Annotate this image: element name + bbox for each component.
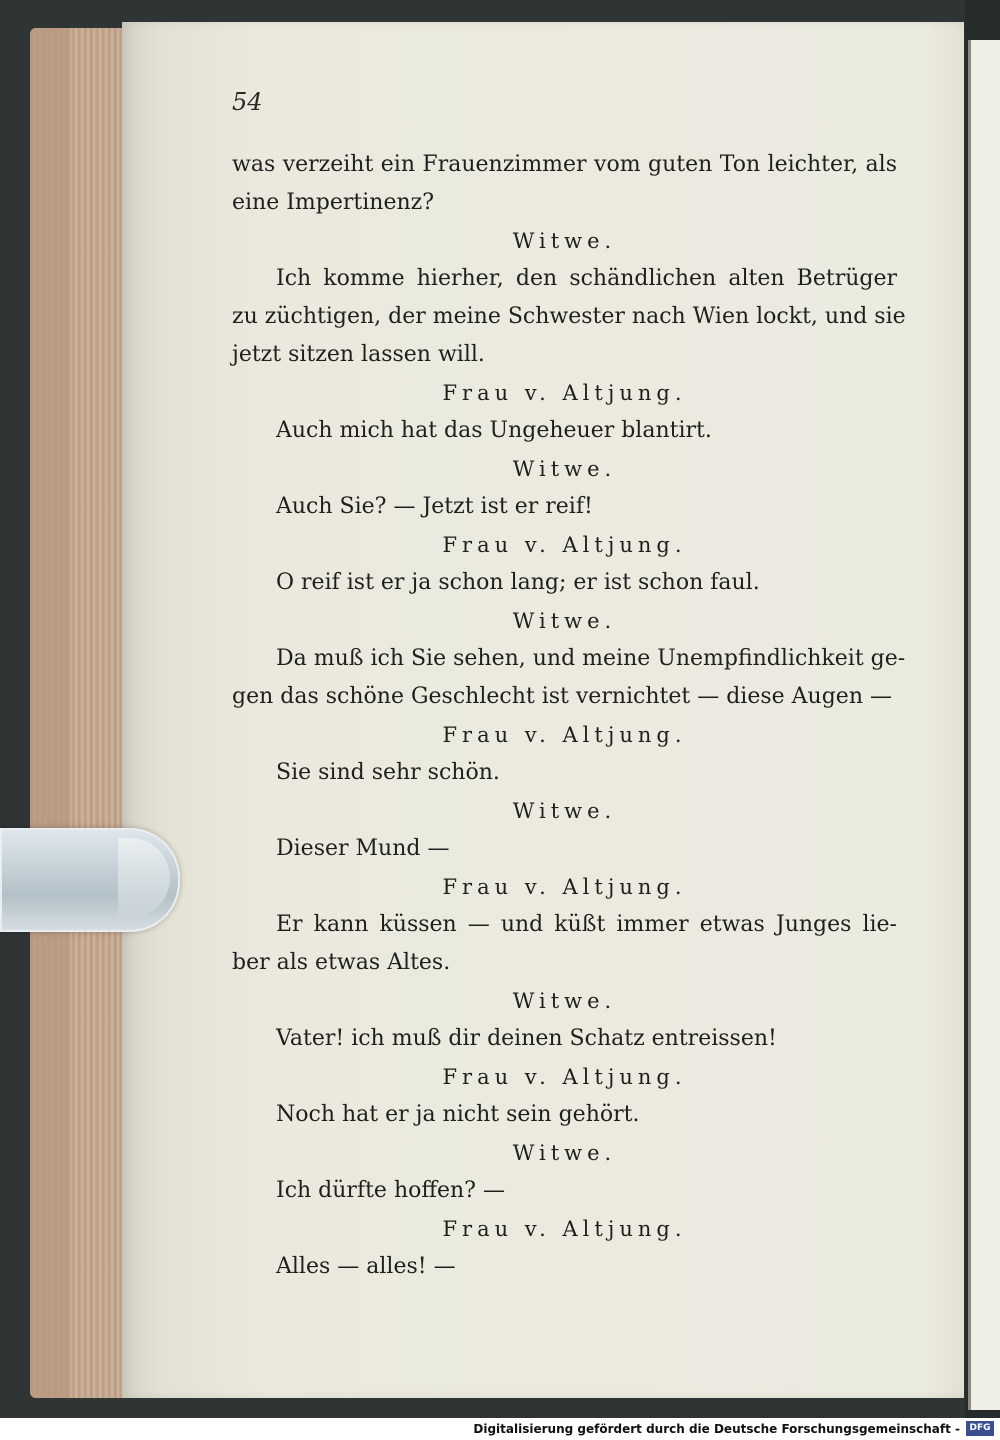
- text-line: jetzt sitzen lassen will.: [232, 342, 485, 367]
- text-line: Auch mich hat das Ungeheuer blantirt.: [276, 418, 712, 443]
- text-line: eine Impertinenz?: [232, 190, 435, 215]
- text-line: O reif ist er ja schon lang; er ist schon faul.: [276, 570, 760, 595]
- speaker-name: Witwe.: [512, 457, 617, 481]
- text-line: Alles — alles! —: [276, 1254, 456, 1279]
- text-line: Auch Sie? — Jetzt ist er reif!: [276, 494, 593, 519]
- speaker-name: Frau v. Altjung.: [442, 381, 687, 405]
- speaker-name: Frau v. Altjung.: [442, 533, 687, 557]
- speaker-name: Frau v. Altjung.: [442, 875, 687, 899]
- book-page: [122, 22, 964, 1398]
- text-line: Ich dürfte hoffen? —: [276, 1178, 505, 1203]
- text-line: Da muß ich Sie sehen, und meine Unempfindlichkeit ge-: [276, 646, 906, 671]
- text-line: gen das schöne Geschlecht ist vernichtet — diese Augen —: [232, 684, 892, 709]
- speaker-name: Frau v. Altjung.: [442, 1065, 687, 1089]
- text-line: Dieser Mund —: [276, 836, 450, 861]
- speaker-name: Witwe.: [512, 1141, 617, 1165]
- text-line: ber als etwas Altes.: [232, 950, 451, 975]
- facing-page-edge: [968, 40, 1000, 1410]
- page-number: 54: [232, 88, 263, 116]
- footer-credit: Digitalisierung gefördert durch die Deutsche Forschungsgemeinschaft -: [473, 1422, 960, 1436]
- footer-bar: [0, 1418, 1000, 1440]
- text-line: Vater! ich muß dir deinen Schatz entreissen!: [276, 1026, 777, 1051]
- speaker-name: Witwe.: [512, 229, 617, 253]
- book-spine-shade: [30, 28, 70, 1398]
- text-line: was verzeiht ein Frauenzimmer vom guten Ton leichter, als: [232, 152, 897, 177]
- text-line: zu züchtigen, der meine Schwester nach Wien lockt, und sie: [232, 304, 906, 329]
- speaker-name: Witwe.: [512, 989, 617, 1013]
- text-line: Sie sind sehr schön.: [276, 760, 500, 785]
- text-line: Er kann küssen — und küßt immer etwas Junges lie-: [276, 912, 897, 937]
- speaker-name: Witwe.: [512, 609, 617, 633]
- speaker-name: Frau v. Altjung.: [442, 723, 687, 747]
- text-line: Noch hat er ja nicht sein gehört.: [276, 1102, 640, 1127]
- text-line: Ich komme hierher, den schändlichen alten Betrüger: [276, 266, 897, 291]
- speaker-name: Frau v. Altjung.: [442, 1217, 687, 1241]
- dfg-logo: DFG: [966, 1421, 994, 1436]
- speaker-name: Witwe.: [512, 799, 617, 823]
